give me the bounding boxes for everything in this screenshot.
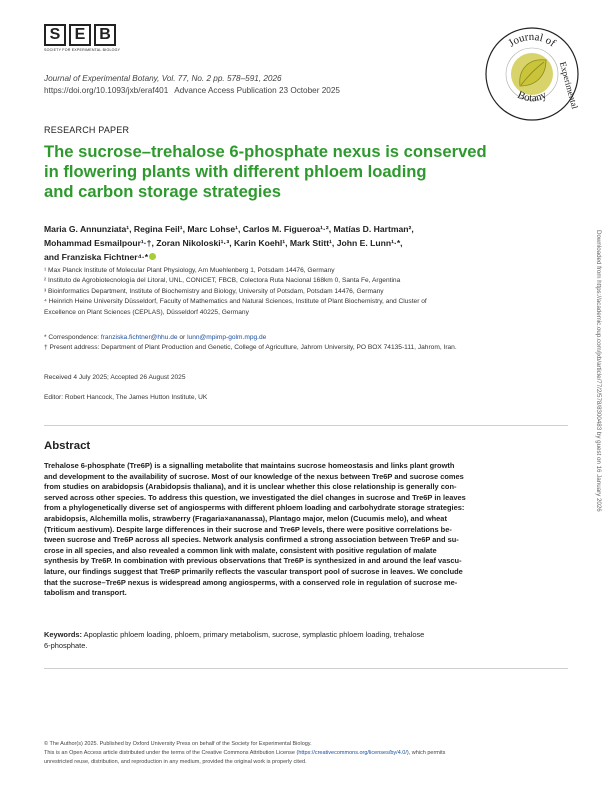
keywords (44, 630, 570, 651)
author-line: and Franziska Fichtner⁴·* (44, 250, 544, 264)
affiliation: ¹ Max Planck Institute of Molecular Plant Physiology, Am Muehlenberg 1, Potsdam 14476, Germany (44, 267, 335, 274)
doi-link[interactable]: https://doi.org/10.1093/jxb/eraf401 (44, 86, 169, 95)
seal-middle-text: Experimental (557, 60, 580, 110)
keywords-line: Keywords: Apoplastic phloem loading, phloem, primary metabolism, sucrose, symplastic phloem loading, trehalose (44, 630, 425, 639)
divider (44, 425, 568, 426)
logo-letter-e: E (69, 24, 91, 46)
abstract-line: from studies on arabidopsis (Arabidopsis thaliana), and it is unclear whether this close relationship is generally con- (44, 482, 457, 492)
seal-top-text: Journal of (506, 30, 558, 50)
license-line: unrestricted reuse, distribution, and reproduction in any medium, provided the original work is properly cited. (44, 759, 307, 765)
abstract-line: Trehalose 6-phosphate (Tre6P) is a signalling metabolite that maintains sucrose homeostasis and links plant growth (44, 461, 455, 470)
affiliation: ³ Bioinformatics Department, Institute of Biochemistry and Biology, University of Potsdam, Potsdam 14476, Germany (44, 287, 384, 295)
abstract-line: arabidopsis, Alchemilla molis, strawberry (Fragaria×ananassa), Plantago major, melon (Cucumis melo), and wheat (44, 513, 447, 523)
email-link-fichtner[interactable]: franziska.fichtner@hhu.de (100, 334, 178, 341)
license-link[interactable]: https://creativecommons.org/licenses/by/4.0/ (298, 750, 407, 756)
copyright-line: © The Author(s) 2025. Published by Oxford University Press on behalf of the Society for Experimental Biology. (44, 741, 312, 747)
abstract-line: from a phylogenetically diverse set of angiosperms with different phloem loading and carbohydrate storage strategies: (44, 503, 465, 513)
download-watermark-text: Downloaded from https://academic.oup.com/jxb/article/77/2/578/8300483 by guest on 16 January 2026 (595, 230, 602, 512)
license-line: This is an Open Access article distributed under the terms of the Creative Commons Attribution License (https://creativecommons.org/licenses/by/4.0/), which permits (44, 750, 446, 756)
logo-subtitle: SOCIETY FOR EXPERIMENTAL BIOLOGY (44, 48, 121, 52)
seb-logo (44, 24, 134, 52)
keywords-label: Keywords: (44, 630, 83, 639)
article-title (44, 142, 544, 202)
abstract-line: served across other species. To address this question, we investigated the diel changes in sucrose and Tre6P in leaves (44, 492, 466, 502)
title-line: and carbon storage strategies (44, 182, 281, 201)
editor-line: Editor: Robert Hancock, The James Hutton Institute, UK (44, 394, 208, 401)
abstract-line: tabolism and transport. (44, 588, 127, 598)
journal-citation: Journal of Experimental Botany, Vol. 77, No. 2 pp. 578–591, 2026 (44, 74, 282, 83)
present-address: † Present address: Department of Plant Production and Genetic, College of Agriculture, Jahrom University, PO BOX 74135-111, Jahrom, Iran. (44, 344, 457, 352)
affiliations (44, 266, 564, 318)
copyright-footer (44, 740, 574, 767)
author-line: Mohammad Esmailpour¹·†, Zoran Nikoloski¹·³, Karin Koehl¹, Mark Stitt¹, John E. Lunn¹·*, (44, 238, 403, 248)
author-list (44, 222, 544, 264)
abstract-line: synthesis by Tre6P. In combination with previous observations that Tre6P is synthesized in and around the leaf vascu- (44, 556, 462, 566)
correspondence-line: * Correspondence: franziska.fichtner@hhu.de or lunn@mpimp-golm.mpg.de (44, 334, 267, 341)
doi-line (44, 86, 340, 95)
logo-letter-b: B (94, 24, 116, 46)
affiliation: Excellence on Plant Sciences (CEPLAS), Düsseldorf 40225, Germany (44, 308, 249, 316)
correspondence-block (44, 333, 564, 354)
email-link-lunn[interactable]: lunn@mpimp-golm.mpg.de (187, 334, 267, 341)
received-dates: Received 4 July 2025; Accepted 26 August 2025 (44, 374, 186, 381)
article-type: RESEARCH PAPER (44, 125, 130, 135)
keywords-line: 6-phosphate. (44, 640, 88, 650)
divider (44, 668, 568, 669)
affiliation: ⁴ Heinrich Heine University Düsseldorf, Faculty of Mathematics and Natural Sciences, Institute of Plant Biochemistry, and Cluster of (44, 298, 427, 306)
abstract-heading: Abstract (44, 440, 91, 452)
abstract-line: crose in all species, and also revealed a common link with malate, consistent with positive regulation of malate (44, 545, 437, 555)
seal-bottom-text: Botany (515, 89, 549, 105)
abstract-line: lature, our findings suggest that Tre6P primarily reflects the vascular transport pool of sucrose in leaves. We conclude (44, 566, 463, 576)
abstract-body (44, 461, 570, 599)
advance-access-date: Advance Access Publication 23 October 2025 (174, 86, 340, 95)
title-line: in flowering plants with different phloem loading (44, 162, 427, 181)
download-watermark (592, 230, 604, 580)
abstract-line: tween sucrose and Tre6P across all species. Network analysis confirmed a strong association between Tre6P and su- (44, 535, 459, 545)
abstract-line: and development to the availability of sucrose. Most of our knowledge of the nexus between Tre6P and sucrose comes (44, 471, 464, 481)
affiliation: ² Instituto de Agrobiotecnología del Litoral, UNL, CONICET, FBCB, Colectora Ruta Nacional 168km 0, Santa Fe, Argentina (44, 277, 401, 285)
abstract-line: that the sucrose–Tre6P nexus is widespread among angiosperms, with a conserved role in regulation of sucrose me- (44, 577, 458, 587)
logo-letter-s: S (44, 24, 66, 46)
author-line: Maria G. Annunziata¹, Regina Feil¹, Marc Lohse¹, Carlos M. Figueroa¹·², Matías D. Hartman², (44, 224, 414, 234)
journal-seal-logo (484, 26, 580, 122)
title-line: The sucrose–trehalose 6-phosphate nexus is conserved (44, 142, 487, 161)
orcid-icon[interactable] (149, 253, 156, 260)
abstract-line: (Triticum aestivum). Despite large differences in their sucrose and Tre6P levels, there were positive correlations be- (44, 524, 452, 534)
